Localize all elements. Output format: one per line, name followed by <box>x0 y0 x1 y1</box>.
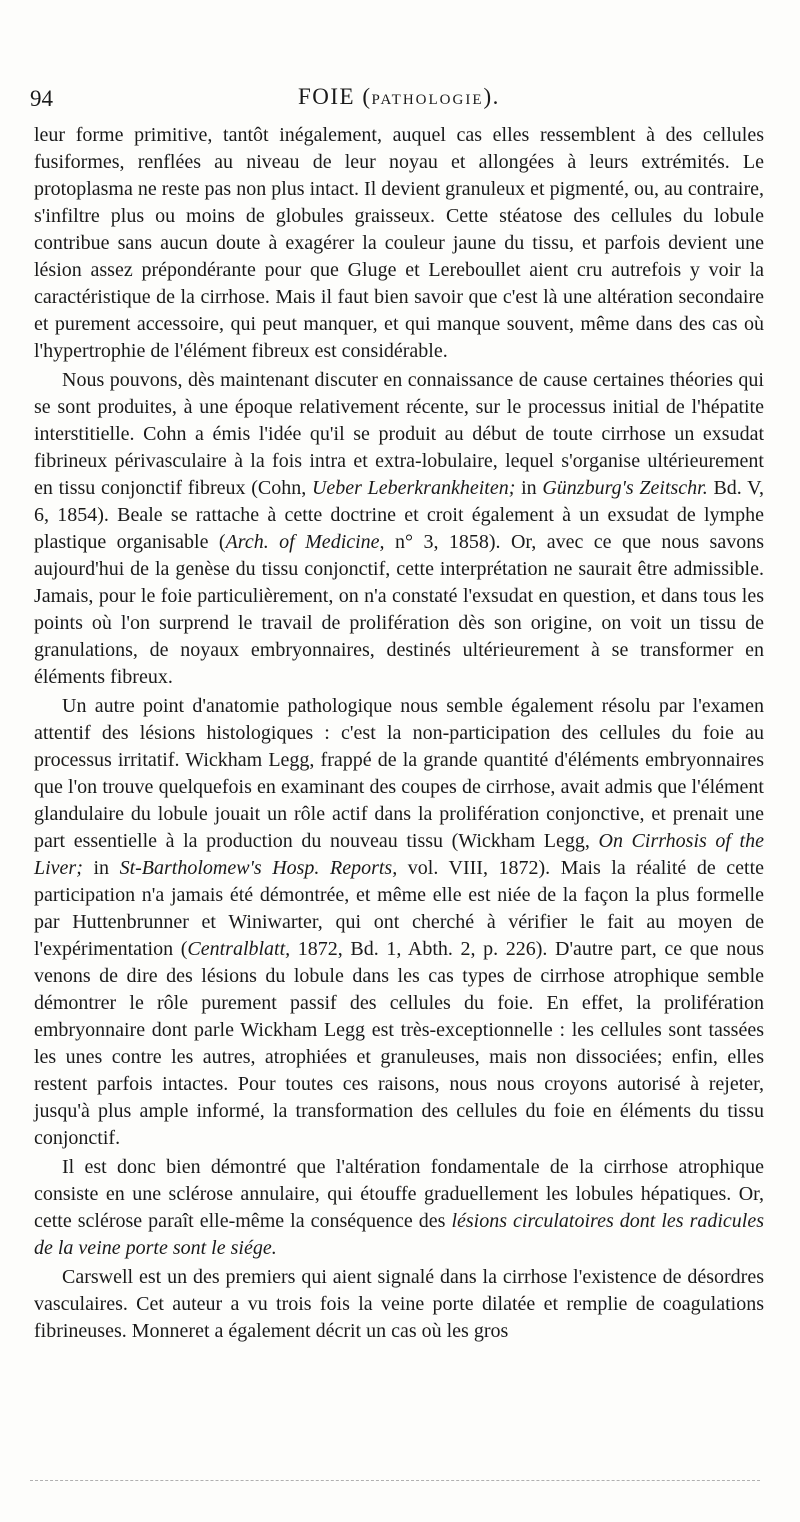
paragraph-5 <box>34 1264 764 1345</box>
text-run: Carswell est un des premiers qui aient signalé dans la cirrhose l'existence de désordres vasculaires. Cet auteur a vu trois fois la veine porte dilatée et remplie de coagulations fibrineuses. Monneret a également décrit un cas où les gros <box>34 1266 764 1342</box>
citation-journal: Centralblatt, <box>187 938 291 960</box>
paragraph-4 <box>34 1154 764 1262</box>
citation-journal: Günzburg's Zeitschr. <box>542 477 708 499</box>
citation-journal: St-Bartholomew's Hosp. Reports, <box>119 857 398 879</box>
title-subtitle: PATHOLOGIE <box>371 92 484 108</box>
text-run: Nous pouvons, dès maintenant discuter en connaissance de cause certaines théories qui se sont produites, à une époque relativement récente, sur le processus initial de l'hépatite interstitielle. Cohn a émis l'idée qu'il se produit au début de toute cirrhose un exsudat fibrineux périvasculaire à la fois intra et extra-lobulaire, lequel s'organise ultérieurement en tissu conjonctif fibreux (Cohn, <box>34 369 764 499</box>
running-title <box>298 84 500 110</box>
text-run: in <box>515 477 543 499</box>
citation-title: Ueber Leberkrankheiten; <box>311 477 516 499</box>
text-run: Bd. V, 6, 1854). Beale se rattache à cette doctrine et croit également à un exsudat de lymphe plastique organisable ( <box>34 477 765 553</box>
text-run: Un autre point d'anatomie pathologique nous semble également résolu par l'examen attentif des lésions histologiques : c'est la non-participation des cellules du foie au processus irritatif. Wickham Legg, frappé de la grande quantité d'éléments embryonnaires que l'on trouve quelquefois en examinant des coupes de cirrhose, avait admis que l'élément glandulaire du lobule jouait un rôle actif dans la prolifération conjonctive, et prenait une part essentielle à la production du nouveau tissu (Wickham Legg, <box>34 695 764 852</box>
citation-journal: Arch. of Medicine, <box>225 531 385 553</box>
body-text <box>34 122 764 1345</box>
paragraph-3 <box>34 693 764 1152</box>
footer-rule <box>30 1480 760 1481</box>
text-run: in <box>82 857 120 879</box>
emphasis: lésions circulatoires dont les radicules de la veine porte sont le siége. <box>34 1210 764 1259</box>
running-header <box>30 82 760 118</box>
text-run: n° 3, 1858). Or, avec ce que nous savons aujourd'hui de la genèse du tissu conjonctif, cette interprétation ne saurait être admissible. Jamais, pour le foie particulièrement, on n'a constaté l'exsudat en question, et dans tous les points où l'on surprend le travail de prolifération dès son origine, on voit un tissu de granulations, de noyaux embryonnaires, destinés ultérieurement à se transformer en éléments fibreux. <box>34 531 764 688</box>
text-run: vol. VIII, 1872). Mais la réalité de cette participation n'a jamais été démontrée, et même elle est niée de la façon la plus formelle par Huttenbrunner et Winiwarter, qui ont cherché à vérifier le fait au moyen de l'expérimentation ( <box>34 857 764 960</box>
citation-title: On Cirrhosis of the Liver; <box>34 830 764 879</box>
title-main: FOIE ( <box>298 84 372 109</box>
text-run: leur forme primitive, tantôt inégalement, auquel cas elles ressemblent à des cellules fusiformes, renflées au niveau de leur noyau et allongées à leurs extrémités. Le protoplasma ne reste pas non plus intact. Il devient granuleux et pigmenté, ou, au contraire, s'infiltre plus ou moins de globules graisseux. Cette stéatose des cellules du lobule contribue sans aucun doute à exagérer la couleur jaune du tissu, et parfois devient une lésion assez prépondérante pour que Gluge et Lereboullet aient cru autrefois y voir la caractéristique de la cirrhose. Mais il faut bien savoir que c'est là une altération secondaire et purement accessoire, qui peut manquer, et qui manque souvent, même dans des cas où l'hypertrophie de l'élément fibreux est considérable. <box>34 124 764 362</box>
paragraph-2 <box>34 367 764 691</box>
title-end: ). <box>483 84 500 109</box>
text-run: 1872, Bd. 1, Abth. 2, p. 226). D'autre part, ce que nous venons de dire des lésions du lobule dans les cas types de cirrhose atrophique semble démontrer le rôle purement passif des cellules du foie. En effet, la prolifération embryonnaire dont parle Wickham Legg est très-exceptionnelle : les cellules sont tassées les unes contre les autres, atrophiées et granuleuses, mais non dissociées; enfin, elles restent parfois intactes. Pour toutes ces raisons, nous nous croyons autorisé à rejeter, jusqu'à plus ample informé, la transformation des cellules du foie en éléments du tissu conjonctif. <box>34 938 764 1149</box>
paragraph-1 <box>34 122 764 365</box>
text-run: Il est donc bien démontré que l'altération fondamentale de la cirrhose atrophique consiste en une sclérose annulaire, qui étouffe graduellement les lobules hépatiques. Or, cette sclérose paraît elle-même la conséquence des <box>34 1156 764 1232</box>
page-number: 94 <box>30 86 53 111</box>
